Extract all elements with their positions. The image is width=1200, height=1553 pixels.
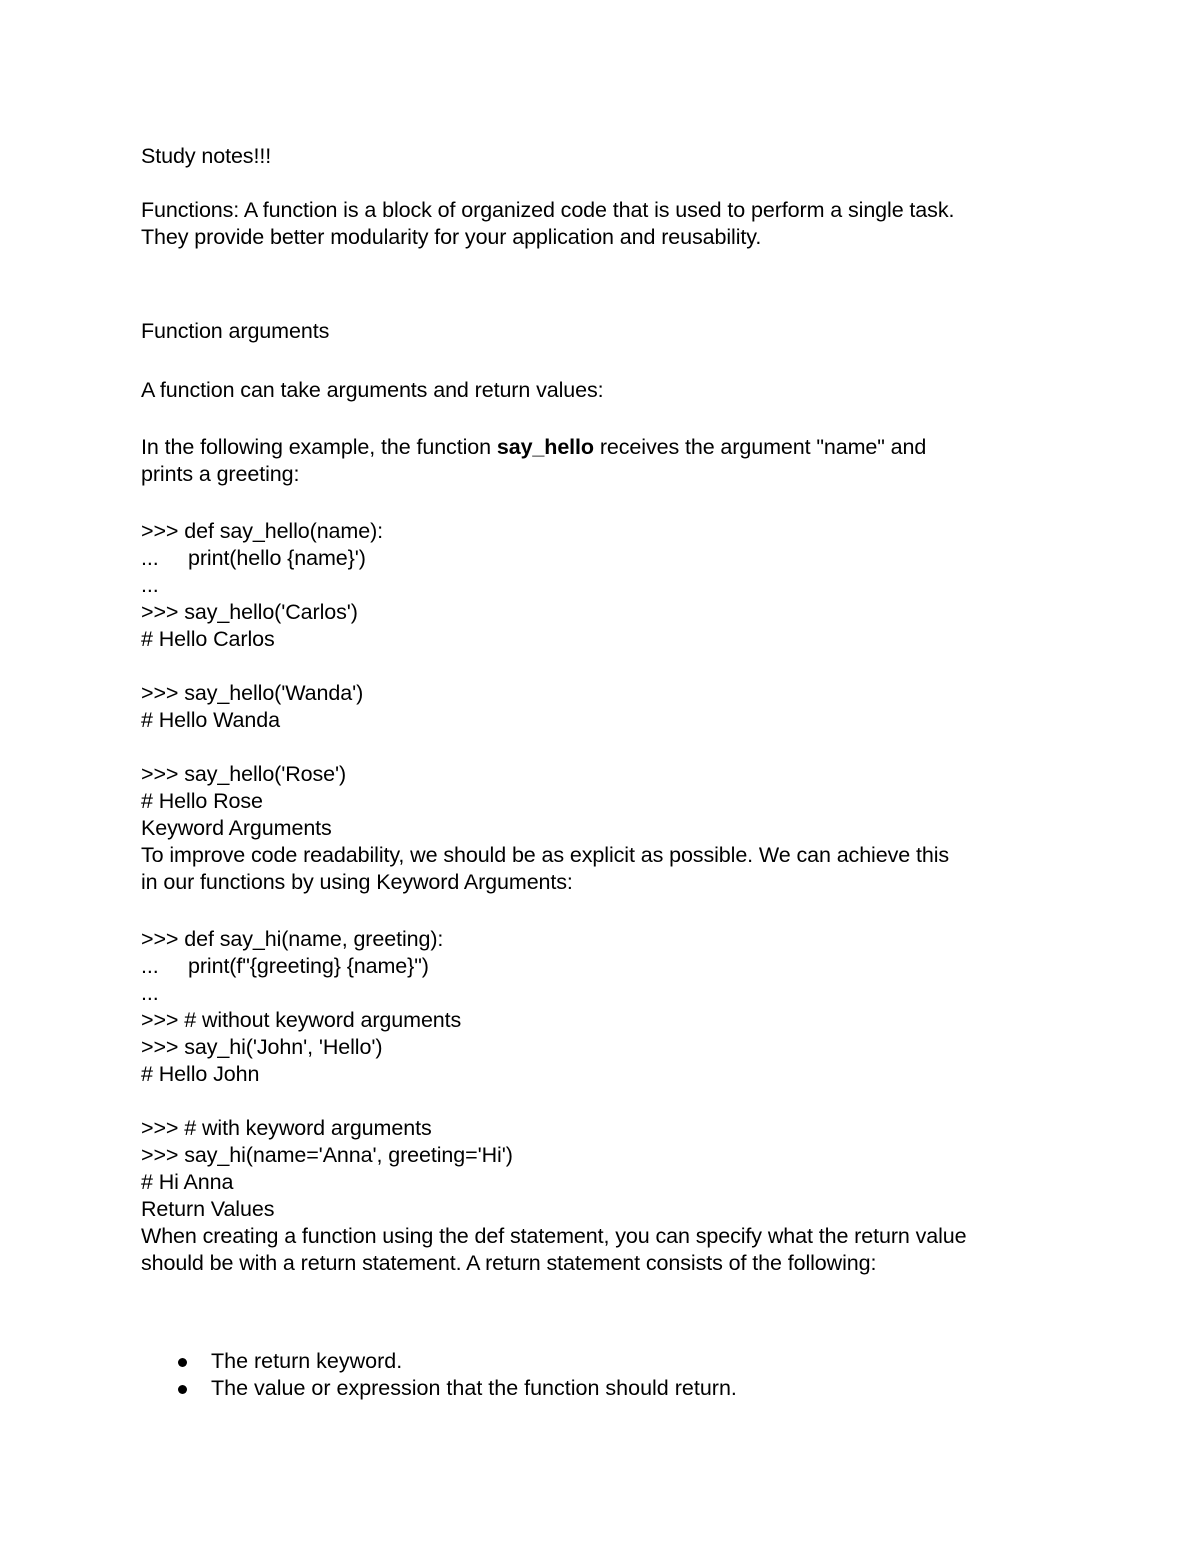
code-line: # Hello Rose bbox=[141, 789, 263, 813]
example-prefix: In the following example, the function bbox=[141, 435, 497, 459]
code-line: >>> say_hello('Wanda') bbox=[141, 681, 364, 705]
code-line: # Hello Carlos bbox=[141, 627, 275, 651]
page-title: Study notes!!! bbox=[141, 144, 272, 168]
code-line: ... print(f"{greeting} {name}") bbox=[141, 954, 429, 978]
example-paragraph-line-2: prints a greeting: bbox=[141, 462, 300, 486]
intro-line-1: Functions: A function is a block of organized code that is used to perform a single task. bbox=[141, 198, 955, 222]
return-values-heading: Return Values bbox=[141, 1197, 275, 1221]
code-line: # Hello John bbox=[141, 1062, 260, 1086]
function-arguments-heading: Function arguments bbox=[141, 319, 330, 343]
code-line: >>> say_hello('Rose') bbox=[141, 762, 347, 786]
list-item: The value or expression that the function should return. bbox=[211, 1376, 737, 1400]
code-line: >>> # with keyword arguments bbox=[141, 1116, 432, 1140]
code-line: >>> say_hello('Carlos') bbox=[141, 600, 358, 624]
example-paragraph-line-1 bbox=[141, 434, 926, 461]
code-line: >>> say_hi('John', 'Hello') bbox=[141, 1035, 383, 1059]
code-line: ... bbox=[141, 981, 159, 1005]
return-desc-line-1: When creating a function using the def statement, you can specify what the return value bbox=[141, 1224, 967, 1248]
code-line: # Hello Wanda bbox=[141, 708, 280, 732]
return-desc-line-2: should be with a return statement. A return statement consists of the following: bbox=[141, 1251, 877, 1275]
code-line: >>> def say_hello(name): bbox=[141, 519, 384, 543]
intro-line-2: They provide better modularity for your application and reusability. bbox=[141, 225, 762, 249]
code-line: >>> def say_hi(name, greeting): bbox=[141, 927, 444, 951]
keyword-desc-line-2: in our functions by using Keyword Arguments: bbox=[141, 870, 573, 894]
list-item: The return keyword. bbox=[211, 1349, 403, 1373]
function-name-bold: say_hello bbox=[496, 435, 594, 459]
example-suffix: receives the argument "name" and bbox=[593, 435, 927, 459]
bullet-icon bbox=[178, 1385, 187, 1394]
code-line: ... print(hello {name}') bbox=[141, 546, 366, 570]
keyword-desc-line-1: To improve code readability, we should be as explicit as possible. We can achieve this bbox=[141, 843, 950, 867]
code-line: >>> say_hi(name='Anna', greeting='Hi') bbox=[141, 1143, 513, 1167]
bullet-icon bbox=[178, 1358, 187, 1367]
function-arguments-desc: A function can take arguments and return values: bbox=[141, 378, 604, 402]
code-line: >>> # without keyword arguments bbox=[141, 1008, 462, 1032]
code-line: ... bbox=[141, 573, 159, 597]
keyword-arguments-heading: Keyword Arguments bbox=[141, 816, 332, 840]
code-line: # Hi Anna bbox=[141, 1170, 234, 1194]
